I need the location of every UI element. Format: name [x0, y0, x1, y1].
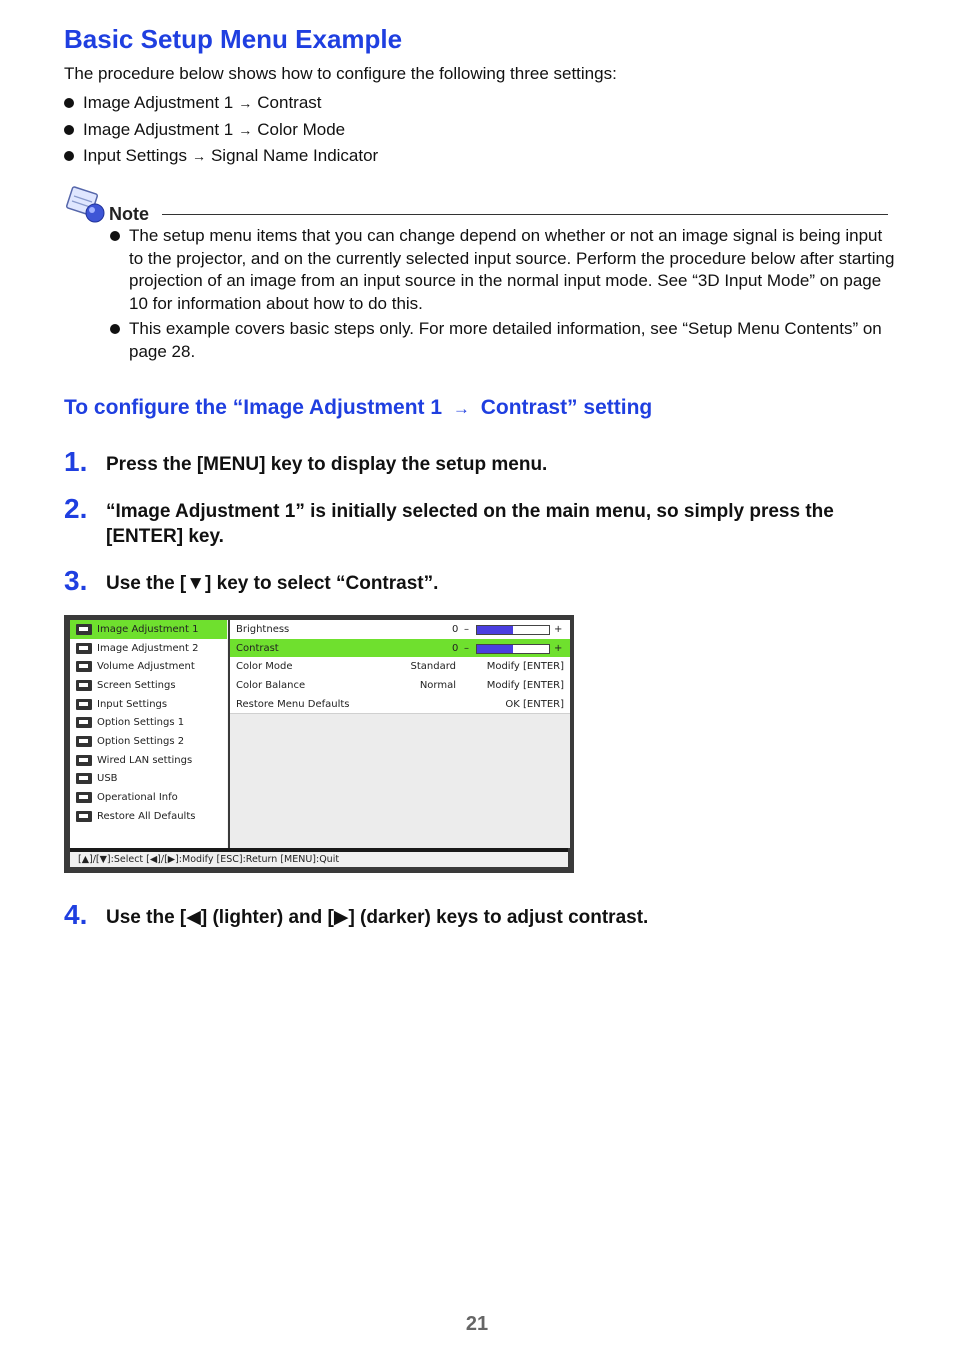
arrow-right-icon: →: [452, 399, 470, 418]
main-menu-label: Option Settings 2: [97, 736, 185, 748]
list-item: Input Settings → Signal Name Indicator: [64, 143, 378, 170]
step-text: “Image Adjustment 1” is initially selected on the main menu, so simply press the [ENTER] key.: [106, 501, 834, 547]
menu-item-icon: [76, 792, 92, 803]
sub-menu-action: OK [ENTER]: [505, 698, 564, 710]
page-number: 21: [465, 1313, 489, 1335]
sub-menu-value: Standard: [410, 661, 456, 673]
note-header: [64, 186, 890, 226]
menu-item-icon: [76, 717, 92, 728]
bullet-icon: [64, 125, 74, 135]
main-menu-item[interactable]: [70, 788, 227, 807]
menu-item-icon: [76, 624, 92, 635]
setup-menu-panel: [70, 620, 568, 863]
sub-menu-action: Modify [ENTER]: [486, 661, 564, 673]
main-menu-label: Wired LAN settings: [97, 754, 193, 766]
main-menu-item[interactable]: [70, 695, 227, 714]
main-menu-item[interactable]: [70, 657, 227, 676]
main-menu-label: Volume Adjustment: [97, 661, 195, 673]
sub-menu-item[interactable]: [230, 657, 570, 677]
menu-item-icon: [76, 661, 92, 672]
main-menu-label: USB: [97, 773, 118, 785]
main-menu-label: Screen Settings: [97, 679, 176, 691]
main-menu-item[interactable]: [70, 620, 227, 639]
arrow-right-icon: →: [238, 95, 253, 112]
menu-item-icon: [76, 755, 92, 766]
step-number: 2.: [64, 493, 88, 524]
sub-menu-value: 0: [452, 624, 459, 635]
sub-menu-label: Contrast: [236, 642, 279, 654]
step-3: [64, 567, 894, 595]
arrow-right-icon: →: [191, 148, 206, 165]
arrow-right-icon: →: [238, 121, 253, 138]
intro-text: The procedure below shows how to configure the following three settings:: [64, 64, 617, 83]
main-menu-label: Option Settings 1: [97, 717, 185, 729]
level-slider[interactable]: [476, 644, 550, 654]
menu-item-icon: [76, 736, 92, 747]
bullet-icon: [110, 231, 120, 241]
sub-menu-label: Brightness: [236, 624, 290, 635]
main-menu-item[interactable]: [70, 676, 227, 695]
sub-menu-item[interactable]: [230, 695, 570, 715]
main-menu-label: Restore All Defaults: [97, 810, 196, 822]
main-menu-label: Image Adjustment 2: [97, 642, 199, 654]
level-slider-fill: [477, 645, 513, 653]
sub-menu-label: Color Balance: [236, 680, 306, 692]
list-item: Image Adjustment 1 → Contrast: [64, 90, 378, 117]
sub-menu: [228, 620, 570, 848]
step-number: 4.: [64, 899, 88, 930]
menu-item-icon: [76, 811, 92, 822]
main-menu-label: Input Settings: [97, 698, 168, 710]
minus-icon: –: [464, 624, 469, 635]
note-label: Note: [109, 204, 149, 224]
minus-icon: –: [464, 642, 469, 654]
plus-icon: +: [554, 642, 563, 654]
note-item: This example covers basic steps only. For more detailed information, see “Setup Menu Contents” on page 28.: [108, 318, 898, 363]
level-slider[interactable]: [476, 625, 550, 635]
step-number: 1.: [64, 446, 88, 477]
page-title: Basic Setup Menu Example: [64, 24, 403, 54]
note-item: The setup menu items that you can change depend on whether or not an image signal is being input to the projector, and on the currently selected input source. Perform the procedure below after starting projection of an image from an input source in the normal input mode. See “3D Input Mode” on page 10 for information about how to do this.: [108, 225, 898, 315]
note-list: [108, 225, 898, 366]
menu-item-icon: [76, 773, 92, 784]
sub-menu-action: Modify [ENTER]: [486, 680, 564, 692]
settings-list: [64, 90, 378, 170]
notepad-pencil-icon: [66, 186, 108, 226]
sub-menu-value: Normal: [419, 680, 456, 692]
sub-menu-item[interactable]: [230, 639, 570, 659]
step-4: [64, 901, 894, 929]
list-item: Image Adjustment 1 → Color Mode: [64, 117, 378, 144]
step-text: Use the [◀] (lighter) and [▶] (darker) keys to adjust contrast.: [106, 907, 649, 928]
sub-menu-label: Restore Menu Defaults: [236, 698, 350, 710]
step-1: [64, 448, 894, 476]
main-menu-item[interactable]: [70, 807, 227, 826]
menu-item-icon: [76, 680, 92, 691]
sub-menu-label: Color Mode: [236, 661, 293, 673]
procedure-heading: To configure the “Image Adjustment 1 → Contrast” setting: [64, 396, 653, 419]
step-text: Press the [MENU] key to display the setup menu.: [106, 454, 548, 475]
step-2: [64, 495, 894, 547]
menu-item-icon: [76, 643, 92, 654]
main-menu-label: Image Adjustment 1: [97, 623, 199, 635]
main-menu: [70, 620, 227, 848]
menu-item-icon: [76, 699, 92, 710]
note-divider: [162, 214, 888, 215]
main-menu-label: Operational Info: [97, 792, 178, 804]
main-menu-item[interactable]: [70, 770, 227, 789]
sub-menu-item[interactable]: [230, 676, 570, 696]
main-menu-item[interactable]: [70, 751, 227, 770]
level-slider-fill: [477, 626, 513, 634]
step-text: Use the [▼] key to select “Contrast”.: [106, 573, 439, 594]
step-number: 3.: [64, 565, 88, 596]
bullet-icon: [110, 324, 120, 334]
main-menu-item[interactable]: [70, 714, 227, 733]
bullet-icon: [64, 151, 74, 161]
sub-menu-item[interactable]: [230, 620, 570, 640]
main-menu-item[interactable]: [70, 639, 227, 658]
bullet-icon: [64, 98, 74, 108]
setup-menu-screenshot: [64, 615, 574, 873]
plus-icon: +: [554, 624, 563, 635]
sub-menu-value: 0: [452, 642, 459, 654]
main-menu-item[interactable]: [70, 732, 227, 751]
menu-status-bar: [▲]/[▼]:Select [◀]/[▶]:Modify [ESC]:Return [MENU]:Quit: [70, 852, 568, 867]
